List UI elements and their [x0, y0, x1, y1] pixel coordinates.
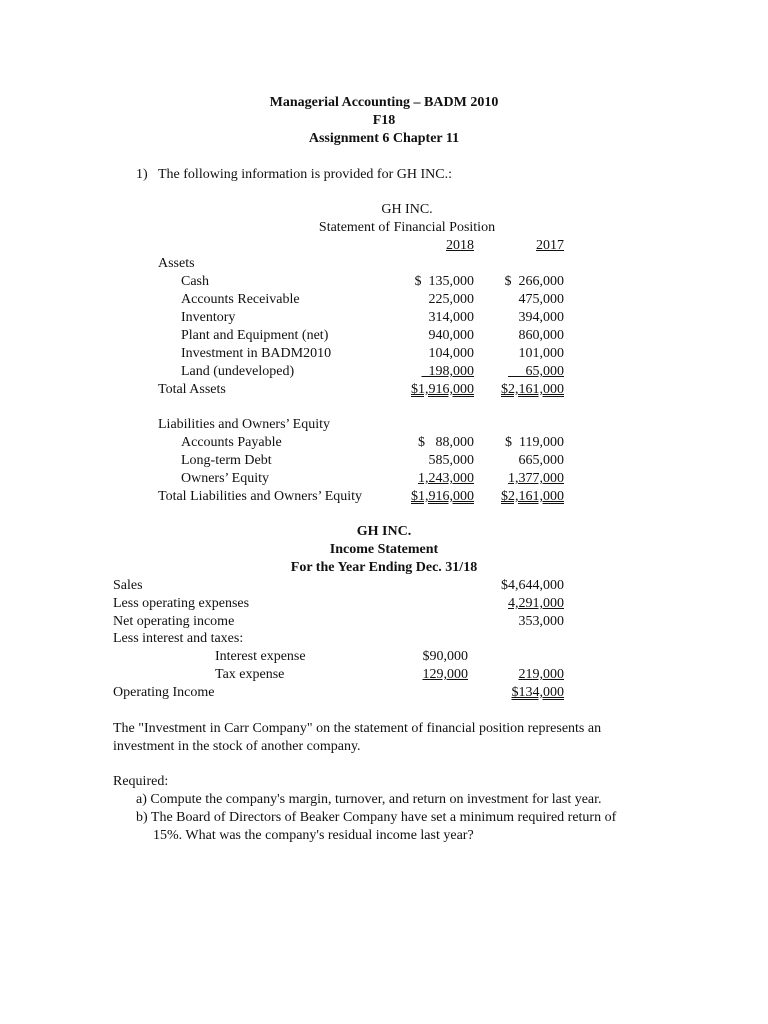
asset-value-2018 [394, 363, 474, 381]
liability-value-2018: 1,243,000 [418, 471, 474, 486]
required-b-line-2: 15%. What was the company's residual income last year? [153, 828, 474, 843]
liability-label: Long-term Debt [181, 453, 272, 468]
asset-label: Cash [181, 274, 209, 289]
asset-value-2017 [484, 363, 564, 381]
asset-value-2017: 394,000 [518, 310, 564, 325]
is-company: GH INC. [356, 524, 412, 539]
liability-label: Accounts Payable [181, 435, 282, 450]
asset-value-2018: 104,000 [428, 346, 474, 361]
liability-value-2017: 1,377,000 [508, 471, 564, 486]
opex-value: 4,291,000 [508, 596, 564, 611]
sales-value: $4,644,000 [501, 578, 564, 593]
asset-value-text: 198,000 [428, 364, 474, 379]
total-liabilities-2017: $2,161,000 [501, 489, 564, 504]
question-intro: The following information is provided for GH INC.: [158, 167, 452, 182]
total-liabilities-label: Total Liabilities and Owners’ Equity [158, 489, 363, 504]
bs-title: Statement of Financial Position [318, 220, 496, 235]
tax-label: Tax expense [215, 667, 285, 682]
asset-value-2017: $ 266,000 [504, 274, 564, 289]
assignment-title: Assignment 6 Chapter 11 [308, 131, 460, 146]
asset-value-2018: $ 135,000 [414, 274, 474, 289]
question-number: 1) [136, 167, 148, 182]
term-label: F18 [372, 113, 396, 128]
noi-label: Net operating income [113, 614, 235, 629]
asset-value-2018: 225,000 [428, 292, 474, 307]
bs-year-2018: 2018 [446, 238, 474, 253]
interest-tax-total: 219,000 [518, 667, 564, 682]
bs-year-2017: 2017 [536, 238, 564, 253]
opex-label: Less operating expenses [113, 596, 250, 611]
liability-value-2017: $ 119,000 [505, 435, 564, 450]
sales-label: Sales [113, 578, 143, 593]
liability-value-2018: 585,000 [428, 453, 474, 468]
total-assets-2018: $1,916,000 [411, 382, 474, 397]
asset-label: Inventory [181, 310, 236, 325]
asset-value-text: 65,000 [525, 364, 564, 379]
total-liabilities-2018: $1,916,000 [411, 489, 474, 504]
asset-value-2018: 940,000 [428, 328, 474, 343]
liability-value-2018: $ 88,000 [418, 435, 474, 450]
liabilities-heading: Liabilities and Owners’ Equity [158, 417, 330, 432]
liability-label: Owners’ Equity [181, 471, 269, 486]
course-title: Managerial Accounting – BADM 2010 [269, 95, 499, 110]
asset-value-2018: 314,000 [428, 310, 474, 325]
required-a: a) Compute the company's margin, turnover, and return on investment for last year. [136, 792, 602, 807]
bs-company: GH INC. [381, 202, 433, 217]
is-period: For the Year Ending Dec. 31/18 [290, 560, 478, 575]
note-line-2: investment in the stock of another company. [113, 739, 361, 754]
total-assets-label: Total Assets [158, 382, 226, 397]
tax-value: 129,000 [422, 667, 468, 682]
liability-value-2017: 665,000 [518, 453, 564, 468]
assets-heading: Assets [158, 256, 195, 271]
asset-value-2017: 475,000 [518, 292, 564, 307]
note-line-1: The "Investment in Carr Company" on the statement of financial position represents an [113, 721, 602, 736]
asset-label: Land (undeveloped) [181, 364, 295, 379]
required-heading: Required: [113, 774, 169, 789]
noi-value: 353,000 [518, 614, 564, 629]
required-b-line-1: b) The Board of Directors of Beaker Company have set a minimum required return of [136, 810, 617, 825]
asset-label: Plant and Equipment (net) [181, 328, 329, 343]
interest-value: $90,000 [422, 649, 468, 664]
total-assets-2017: $2,161,000 [501, 382, 564, 397]
asset-value-2017: 860,000 [518, 328, 564, 343]
asset-label: Accounts Receivable [181, 292, 300, 307]
is-title: Income Statement [329, 542, 439, 557]
operating-income-label: Operating Income [113, 685, 215, 700]
asset-label: Investment in BADM2010 [181, 346, 332, 361]
less-interest-heading: Less interest and taxes: [113, 631, 244, 646]
operating-income-value: $134,000 [511, 685, 564, 700]
asset-value-2017: 101,000 [518, 346, 564, 361]
interest-label: Interest expense [215, 649, 306, 664]
